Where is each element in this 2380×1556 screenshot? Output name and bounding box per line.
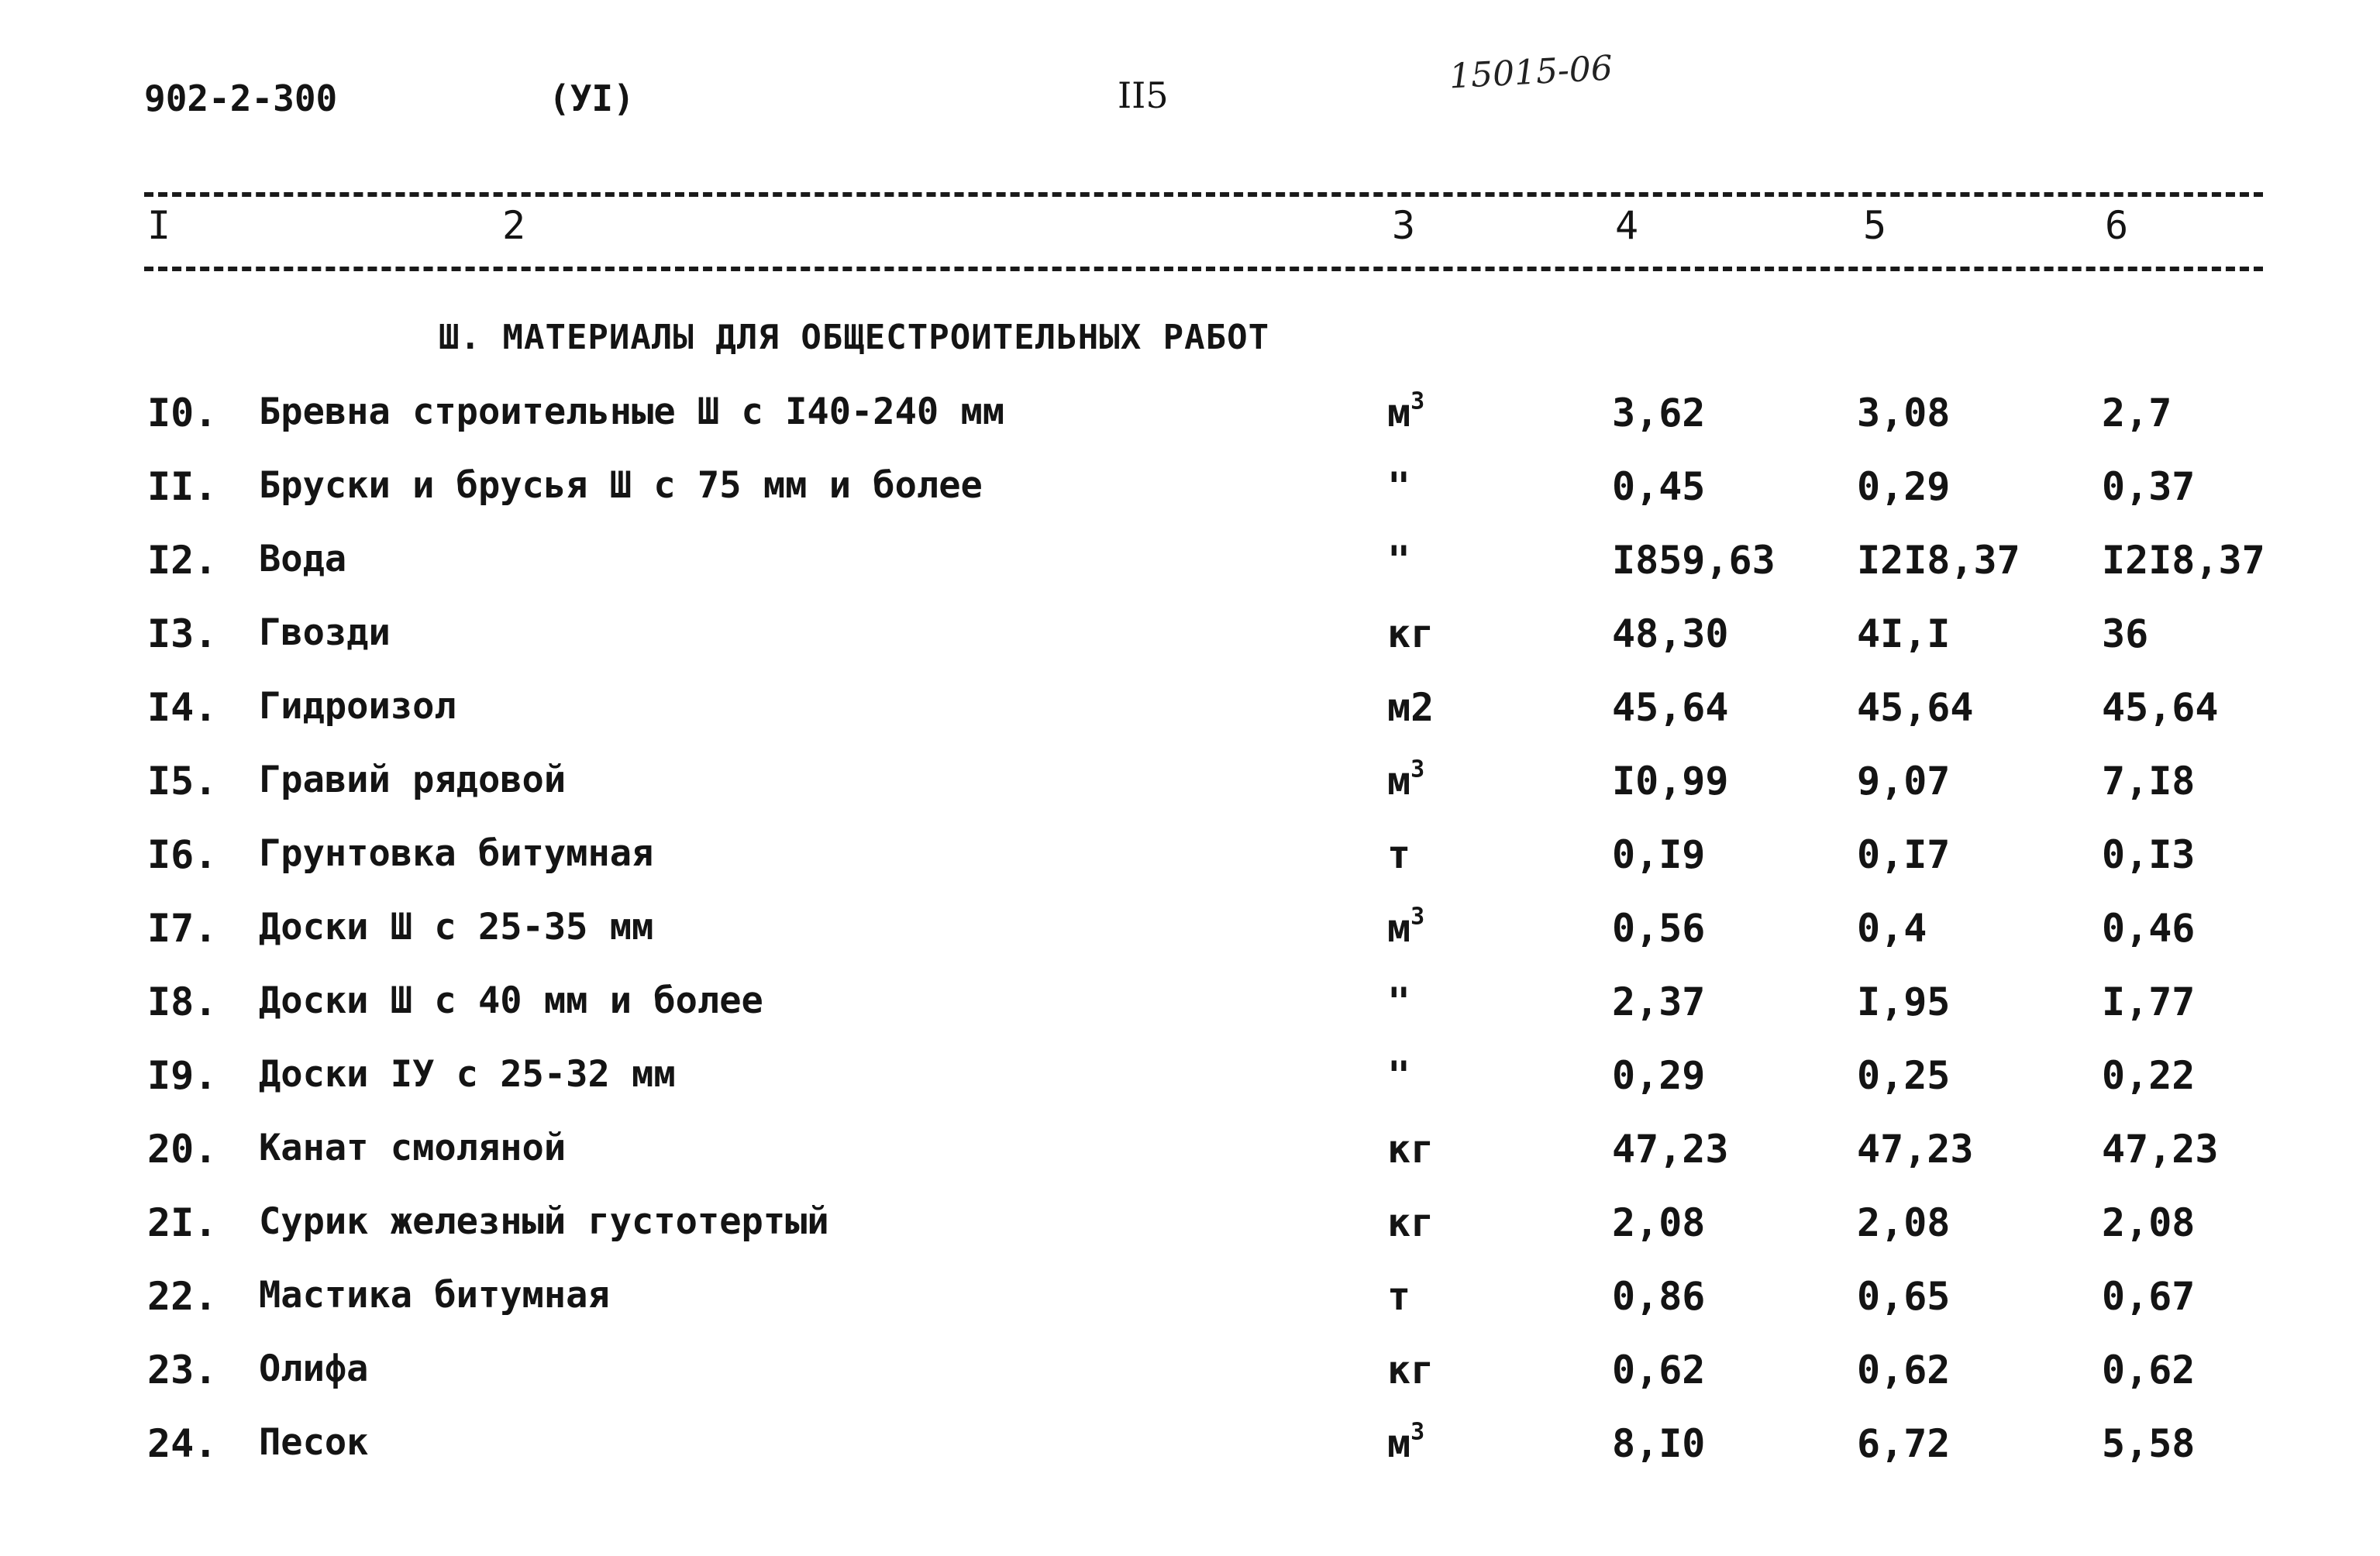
unit: "	[1387, 538, 1411, 583]
document-code: 902-2-300	[144, 77, 338, 119]
table-row	[0, 387, 2380, 453]
row-number: 2I.	[147, 1200, 218, 1245]
value-col-6: I2I8,37	[2102, 538, 2265, 583]
value-col-4: 47,23	[1612, 1127, 1729, 1172]
column-number-4: 4	[1615, 203, 1639, 248]
unit: т	[1387, 1274, 1411, 1319]
value-col-4: I0,99	[1612, 759, 1729, 804]
table-row	[0, 903, 2380, 968]
value-col-5: 2,08	[1857, 1200, 1951, 1245]
row-number: I8.	[147, 979, 218, 1024]
table-row	[0, 1348, 2380, 1410]
value-col-4: 48,30	[1612, 611, 1729, 656]
row-number: I5.	[147, 759, 218, 804]
unit: $м^3$	[1387, 756, 1425, 804]
value-col-6: 0,22	[2102, 1053, 2196, 1098]
page-number: II5	[1118, 74, 1169, 116]
table-row	[0, 1418, 2380, 1483]
unit: $м^3$	[1387, 1418, 1425, 1466]
value-col-6: 0,I3	[2102, 832, 2196, 877]
unit: "	[1387, 1053, 1411, 1098]
unit: кг	[1387, 1127, 1435, 1172]
table-row	[0, 1200, 2380, 1262]
value-col-4: 3,62	[1612, 391, 1706, 435]
column-number-2: 2	[502, 203, 526, 248]
row-number: 23.	[147, 1348, 218, 1392]
value-col-6: 2,7	[2102, 391, 2172, 435]
value-col-5: 0,65	[1857, 1274, 1951, 1319]
row-number: I2.	[147, 538, 218, 583]
table-row	[0, 611, 2380, 673]
value-col-6: 0,67	[2102, 1274, 2196, 1319]
table-row	[0, 464, 2380, 526]
handwritten-number: 15015-06	[1448, 48, 1614, 97]
value-col-5: 6,72	[1857, 1421, 1951, 1466]
value-col-5: 3,08	[1857, 391, 1951, 435]
material-name: Бруски и брусья Ш с 75 мм и более	[259, 464, 983, 507]
material-name: Мастика битумная	[259, 1274, 610, 1317]
material-name: Сурик железный густотертый	[259, 1200, 829, 1243]
value-col-4: 0,86	[1612, 1274, 1706, 1319]
unit: т	[1387, 832, 1411, 877]
table-row	[0, 756, 2380, 821]
value-col-4: 0,I9	[1612, 832, 1706, 877]
row-number: 24.	[147, 1421, 218, 1466]
value-col-4: 0,56	[1612, 906, 1706, 951]
value-col-4: 0,62	[1612, 1348, 1706, 1392]
table-row	[0, 1274, 2380, 1336]
material-name: Канат смоляной	[259, 1127, 567, 1169]
value-col-6: 36	[2102, 611, 2149, 656]
row-number: 22.	[147, 1274, 218, 1319]
row-number: I6.	[147, 832, 218, 877]
row-number: 20.	[147, 1127, 218, 1172]
value-col-5: 4I,I	[1857, 611, 1951, 656]
section-title: Ш. МАТЕРИАЛЫ ДЛЯ ОБЩЕСТРОИТЕЛЬНЫХ РАБОТ	[439, 318, 1270, 357]
row-number: II.	[147, 464, 218, 509]
value-col-4: 2,08	[1612, 1200, 1706, 1245]
value-col-6: 7,I8	[2102, 759, 2196, 804]
value-col-6: 0,37	[2102, 464, 2196, 509]
unit: $м^3$	[1387, 387, 1425, 435]
column-number-1: I	[147, 203, 171, 248]
table-row	[0, 685, 2380, 747]
value-col-5: 0,4	[1857, 906, 1927, 951]
value-col-6: 0,62	[2102, 1348, 2196, 1392]
value-col-5: I,95	[1857, 979, 1951, 1024]
value-col-5: 0,62	[1857, 1348, 1951, 1392]
material-name: Грунтовка битумная	[259, 832, 654, 875]
value-col-6: 0,46	[2102, 906, 2196, 951]
material-name: Гидроизол	[259, 685, 456, 728]
column-number-5: 5	[1863, 203, 1887, 248]
table-row	[0, 979, 2380, 1041]
material-name: Бревна строительные Ш с I40-240 мм	[259, 391, 1005, 433]
value-col-4: 0,45	[1612, 464, 1706, 509]
value-col-6: 47,23	[2102, 1127, 2219, 1172]
unit: кг	[1387, 611, 1435, 656]
material-name: Доски IУ с 25-32 мм	[259, 1053, 676, 1096]
material-name: Доски Ш с 25-35 мм	[259, 906, 654, 948]
table-row	[0, 1053, 2380, 1115]
unit: м2	[1387, 685, 1435, 730]
value-col-6: I,77	[2102, 979, 2196, 1024]
value-col-4: 0,29	[1612, 1053, 1706, 1098]
column-number-6: 6	[2105, 203, 2129, 248]
value-col-6: 5,58	[2102, 1421, 2196, 1466]
unit: кг	[1387, 1348, 1435, 1392]
value-col-5: 0,25	[1857, 1053, 1951, 1098]
value-col-4: 2,37	[1612, 979, 1706, 1024]
unit: $м^3$	[1387, 903, 1425, 951]
unit: кг	[1387, 1200, 1435, 1245]
value-col-5: 9,07	[1857, 759, 1951, 804]
material-name: Вода	[259, 538, 347, 580]
value-col-6: 2,08	[2102, 1200, 2196, 1245]
table-header-rule	[144, 267, 2263, 271]
value-col-4: I859,63	[1612, 538, 1776, 583]
table-row	[0, 832, 2380, 894]
value-col-4: 45,64	[1612, 685, 1729, 730]
row-number: I7.	[147, 906, 218, 951]
row-number: I9.	[147, 1053, 218, 1098]
row-number: I4.	[147, 685, 218, 730]
unit: "	[1387, 464, 1411, 509]
material-name: Песок	[259, 1421, 369, 1464]
unit: "	[1387, 979, 1411, 1024]
value-col-5: I2I8,37	[1857, 538, 2020, 583]
table-row	[0, 538, 2380, 600]
document-part: (УI)	[549, 77, 635, 119]
value-col-5: 0,29	[1857, 464, 1951, 509]
value-col-5: 45,64	[1857, 685, 1974, 730]
material-name: Гвозди	[259, 611, 391, 654]
table-top-rule	[144, 192, 2263, 197]
value-col-5: 0,I7	[1857, 832, 1951, 877]
material-name: Олифа	[259, 1348, 369, 1390]
row-number: I0.	[147, 391, 218, 435]
table-row	[0, 1127, 2380, 1189]
value-col-5: 47,23	[1857, 1127, 1974, 1172]
material-name: Доски Ш с 40 мм и более	[259, 979, 763, 1022]
value-col-4: 8,I0	[1612, 1421, 1706, 1466]
material-name: Гравий рядовой	[259, 759, 567, 801]
column-number-3: 3	[1392, 203, 1416, 248]
value-col-6: 45,64	[2102, 685, 2219, 730]
row-number: I3.	[147, 611, 218, 656]
